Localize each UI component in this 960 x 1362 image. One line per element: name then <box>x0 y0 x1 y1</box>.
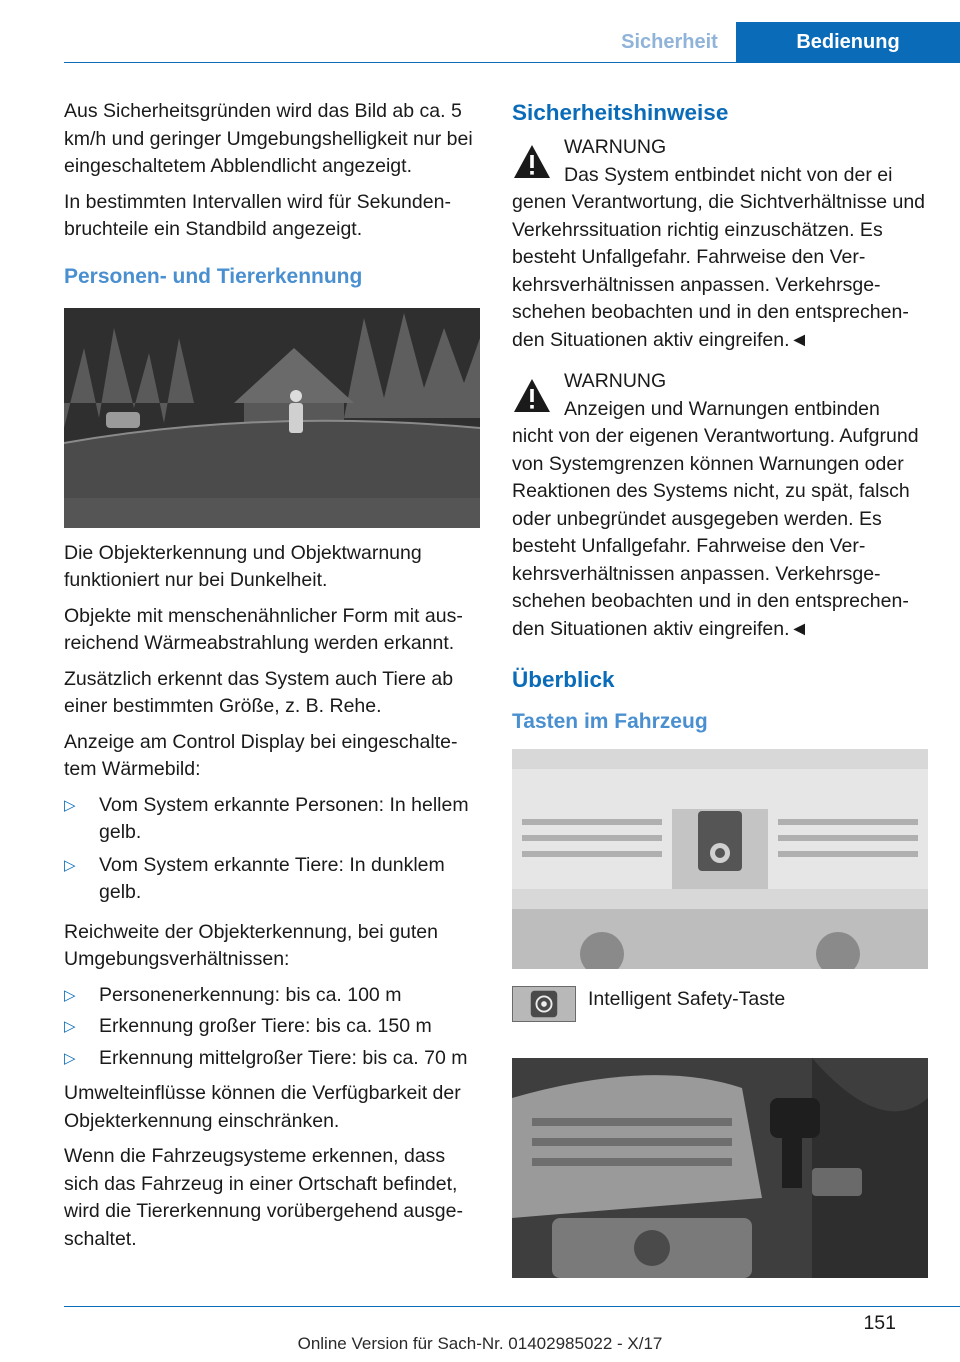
list-item: ▷ Personenerkennung: bis ca. 100 m <box>64 982 480 1010</box>
paragraph: Umwelteinflüsse können die Verfügbarkeit der Objekterkennung einschränken. <box>64 1082 461 1132</box>
triangle-bullet-icon: ▷ <box>64 1018 76 1035</box>
dashboard-image <box>512 1058 928 1278</box>
paragraph: Aus Sicherheitsgründen wird das Bild ab ca. 5 km/h und geringer Umgebungshelligkeit nur bei eingeschaltetem Abblendlicht angezeigt. <box>64 100 473 177</box>
list-item: ▷ Vom System erkannte Personen: In hellem gelb. <box>64 793 469 843</box>
air-vent-illustration <box>512 749 928 969</box>
safety-button-row <box>512 986 928 1036</box>
paragraph: Zusätzlich erkennt das System auch Tiere ab einer bestimmten Größe, z. B. Rehe. <box>64 667 454 717</box>
left-column <box>64 98 480 1261</box>
footer-rule <box>64 1306 960 1307</box>
warning-title: WARNUNG <box>564 136 667 158</box>
section-heading-sicherheitshinweise: Sicherheitshinweise <box>512 100 729 125</box>
page-footer <box>0 1282 960 1362</box>
page-number: 151 <box>863 1312 896 1334</box>
paragraph: In bestimmten Intervallen wird für Sekundenbruchteile ein Standbild angezeigt. <box>64 190 451 240</box>
warning-block <box>512 134 928 354</box>
list-item: ▷ Vom System erkannte Tiere: In dunklem gelb. <box>64 853 445 903</box>
center-console-image <box>512 749 928 969</box>
paragraph: Objekte mit menschenähnlicher Form mit ausreichend Wärmeabstrahlung werden erkannt. <box>64 604 463 654</box>
section-heading-tasten: Tasten im Fahrzeug <box>512 710 708 733</box>
thermal-night-image <box>64 308 480 528</box>
tab-sicherheit[interactable]: Sicherheit <box>621 31 718 53</box>
paragraph: Reichweite der Objekterkennung, bei guten Umgebungsverhältnissen: <box>64 920 438 970</box>
list-item: ▷ Erkennung mittelgroßer Tiere: bis ca. 70 m <box>64 1045 480 1073</box>
safety-button-label: Intelligent Safety-Taste <box>588 988 786 1010</box>
paragraph: Anzeige am Control Display bei eingeschaltetem Wärmebild: <box>64 730 458 780</box>
warning-icon <box>512 142 552 182</box>
display-color-list <box>64 792 480 907</box>
triangle-bullet-icon: ▷ <box>64 986 76 1004</box>
night-scene-illustration <box>64 308 480 528</box>
warning-title: WARNUNG <box>564 370 667 392</box>
triangle-bullet-icon: ▷ <box>64 856 76 874</box>
online-version-note: Online Version für Sach-Nr. 01402985022 - X/17 <box>297 1334 663 1353</box>
header-rule <box>64 62 960 63</box>
section-heading-personen: Personen- und Tiererkennung <box>64 264 363 288</box>
triangle-bullet-icon: ▷ <box>64 1049 76 1067</box>
range-list <box>64 982 480 1073</box>
section-heading-ueberblick: Überblick <box>512 667 615 692</box>
warning-block <box>512 368 928 643</box>
paragraph: Die Objekterkennung und Objektwarnung funktioniert nur bei Dunkelheit. <box>64 541 422 591</box>
intelligent-safety-button-icon <box>512 986 576 1022</box>
paragraph: Wenn die Fahrzeugsysteme erkennen, dass sich das Fahrzeug in einer Ortschaft befindet, wird die Tiererkennung vorübergehend ausgeschaltet. <box>64 1145 463 1250</box>
list-item: ▷ Erkennung großer Tiere: bis ca. 150 m <box>64 1013 480 1041</box>
right-column <box>512 98 928 1278</box>
warning-text: Anzeigen und Warnungen entbinden nicht von der eigenen Verantwortung. Aufgrund von Systemgrenzen können Warnungen oder Reaktionen des Systems nicht, zu spät, falsch oder unbegründet ausgegeben werden. Es besteht Unfallgefahr. Fahrweise den Verkehrsverhältnissen anpassen. Verkehrsgeschehen beobachten und in den entsprechenden Situationen aktiv eingreifen.◄ <box>512 397 919 640</box>
tab-bedienung[interactable]: Bedienung <box>736 22 960 63</box>
triangle-bullet-icon: ▷ <box>64 796 76 814</box>
warning-icon <box>512 376 552 416</box>
warning-text: Das System entbindet nicht von der ei genen Verantwortung, die Sichtverhältnisse und Verkehrssituation richtig einzuschätzen. Es besteht Unfallgefahr. Fahrweise den Verkehrsverhältnissen anpassen. Verkehrsgeschehen beobachten und in den entsprechenden Situationen aktiv eingreifen.◄ <box>512 163 926 351</box>
dashboard-illustration <box>512 1058 928 1278</box>
